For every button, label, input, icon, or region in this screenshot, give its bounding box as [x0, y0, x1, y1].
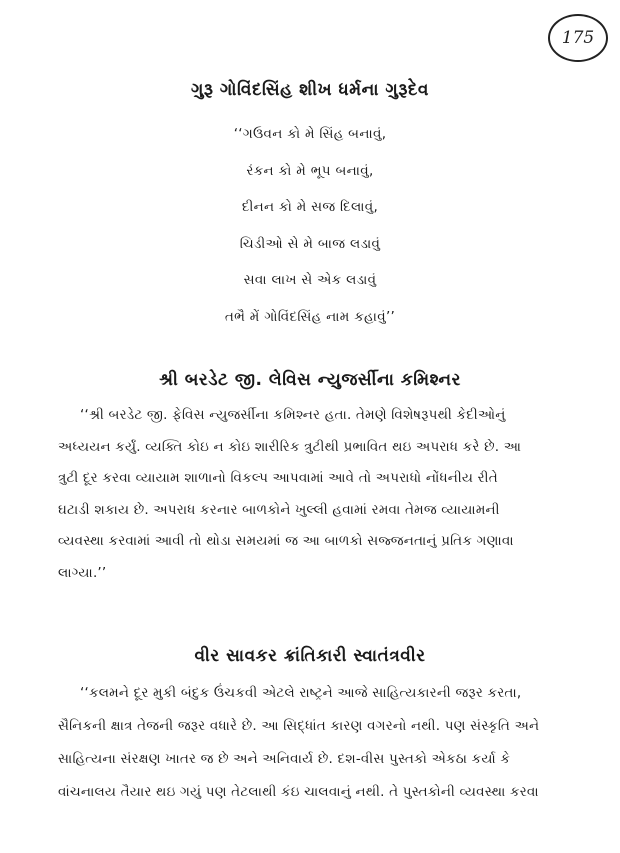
- poem-line: દીનન કો મે સજ દિલાવું,: [241, 199, 379, 215]
- paragraph-line: સાહિત્યના સંરક્ષણ ખાતર જ છે અને અનિવાર્ય છે. દશ-વીસ પુસ્તકો એકઠા કર્યા કે: [58, 751, 511, 767]
- paragraph-burdette-lewis: [58, 400, 548, 589]
- section-heading-veer-savarkar: વીર સાવકર ક્રાંતિકારી સ્વાતંત્રવીર: [194, 646, 426, 666]
- paragraph-line: અધ્યયન કર્યું. વ્યક્તિ કોઇ ન કોઇ શારીરિક ત્રુટીથી પ્રભાવિત થઇ અપરાધ કરે છે. આ: [58, 438, 522, 455]
- paragraph-line: ઘટાડી શકાય છે. અપરાધ કરનાર બાળકોને ખુલ્લી હવામાં રમવા તેમજ વ્યાયામની: [58, 501, 500, 518]
- poem-line: ‘‘ગઉવન કો મે સિંહ બનાવું,: [233, 126, 387, 142]
- paragraph-line: ‘‘કલમને દૂર મુકી બંદુક ઉંચકવી એટલે રાષ્ટ્રને આજે સાહિત્યકારની જરૂર કરતા,: [80, 685, 522, 701]
- poem-line: રંકન કો મે ભૂપ બનાવું,: [246, 162, 374, 179]
- paragraph-line: ‘‘શ્રી બરડેટ જી. ફેવિસ ન્યુજર્સીના કમિશ્નર હતા. તેમણે વિશેષરૂપથી કેદીઓનું: [80, 407, 506, 423]
- poem-line: તભૈ મેં ગોવિંદસિંહ નામ કહાવું’’: [224, 308, 396, 325]
- paragraph-line: વાંચનાલય તૈયાર થઇ ગયું પણ તેટલાથી કંઇ ચાલવાનું નથી. તે પુસ્તકોની વ્યવસ્થા કરવા: [58, 784, 539, 800]
- paragraph-veer-savarkar: [58, 677, 548, 809]
- poem-line: સવા લાખ સે એક લડાવું: [243, 272, 377, 288]
- paragraph-line: સૈનિકની ક્ષાત્ર તેજની જરૂર વધારે છે. આ સિદ્ધાંત કારણ વગરનો નથી. પણ સંસ્કૃતિ અને: [58, 718, 540, 734]
- section-heading-burdette-lewis: શ્રી બરડેટ જી. લેવિસ ન્યુજર્સીના કમિશ્નર: [159, 370, 461, 390]
- poem: [0, 116, 620, 335]
- page-number: 175: [548, 14, 608, 62]
- poem-line: ચિડીઓ સે મે બાજ લડાવું: [239, 235, 381, 252]
- paragraph-line: લાગ્યા.’’: [58, 564, 107, 581]
- paragraph-line: વ્યવસ્થા કરવામાં આવી તો થોડા સમયમાં જ આ બાળકો સજ્જનતાનું પ્રતિક ગણાવા: [58, 533, 514, 549]
- paragraph-line: ત્રુટી દૂર કરવા વ્યાયામ શાળાનો વિકલ્પ આપવામાં આવે તો અપરાધો નોંધનીય રીતે: [58, 470, 498, 486]
- section-heading-guru-govind-singh: ગુરૂ ગોવિંદસિંહ શીખ ધર્મના ગુરૂદેવ: [191, 80, 429, 100]
